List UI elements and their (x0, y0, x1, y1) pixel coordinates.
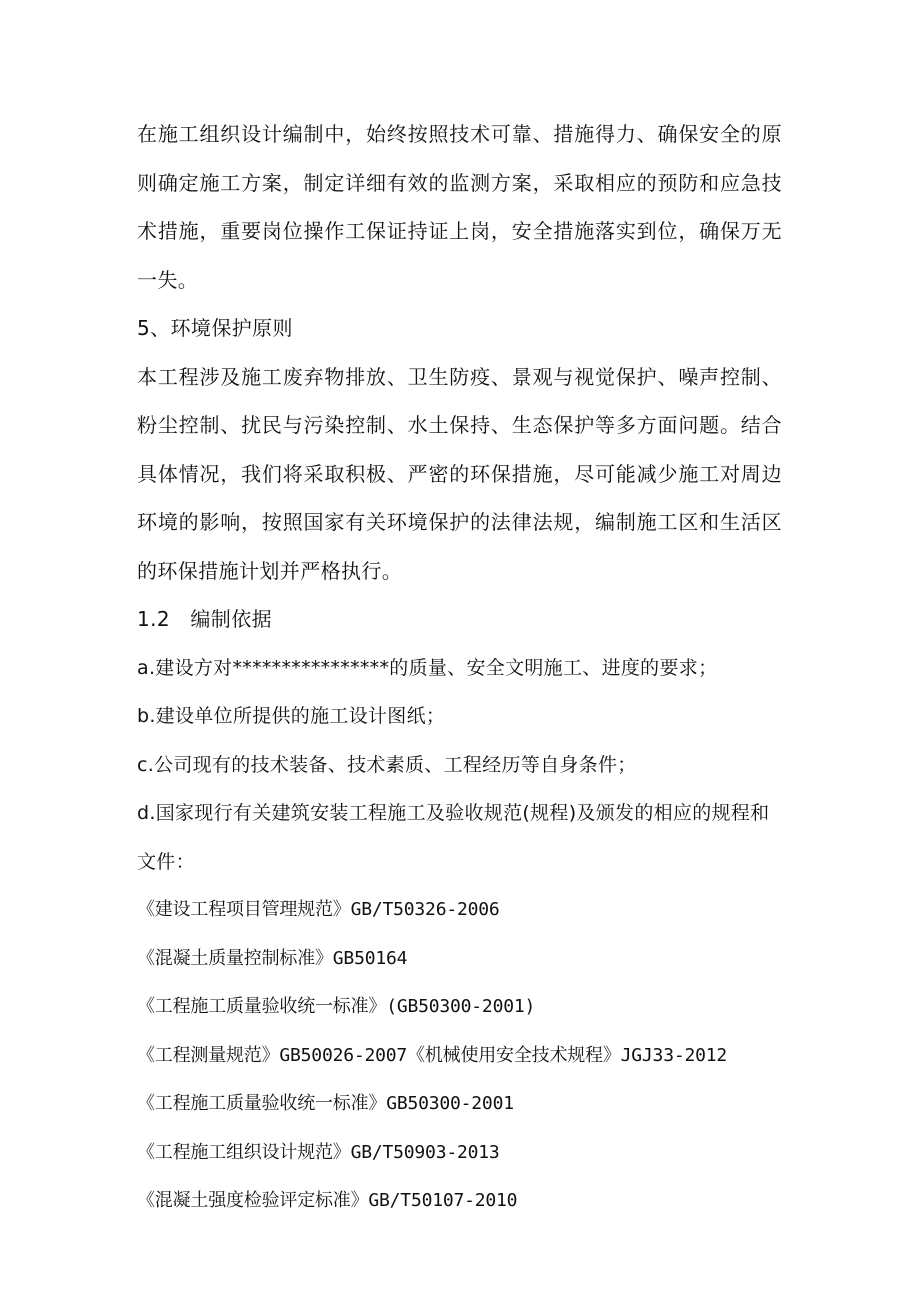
standard-item: 《工程测量规范》GB50026-2007《机械使用安全技术规程》JGJ33-2012 (137, 1044, 728, 1066)
basis-item-d: d.国家现行有关建筑安装工程施工及验收规范(规程)及颁发的相应的规程和文件： (137, 802, 770, 873)
basis-item-a: a.建设方对****************的质量、安全文明施工、进度的要求； (137, 656, 718, 679)
heading-environmental-protection: 5、环境保护原则 (137, 316, 293, 340)
basis-item-c: c.公司现有的技术装备、技术素质、工程经历等自身条件； (137, 753, 637, 776)
standard-item: 《建设工程项目管理规范》GB/T50326-2006 (137, 899, 500, 920)
standard-item: 《混凝土质量控制标准》GB50164 (137, 947, 408, 969)
standard-item: 《工程施工组织设计规范》GB/T50903-2013 (137, 1141, 500, 1163)
paragraph-safety-principle: 在施工组织设计编制中，始终按照技术可靠、措施得力、确保安全的原则确定施工方案，制定详细有效的监测方案，采取相应的预防和应急技术措施，重要岗位操作工保证持证上岗，安全措施落实到位，确保万无一失。 (137, 122, 782, 292)
standard-item: 《混凝土强度检验评定标准》GB/T50107-2010 (137, 1190, 518, 1211)
paragraph-environmental-protection: 本工程涉及施工废弃物排放、卫生防疫、景观与视觉保护、噪声控制、粉尘控制、扰民与污染控制、水土保持、生态保护等多方面问题。结合具体情况，我们将采取积极、严密的环保措施，尽可能减少施工对周边环境的影响，按照国家有关环境保护的法律法规，编制施工区和生活区的环保措施计划并严格执行。 (137, 364, 782, 583)
standard-item: 《工程施工质量验收统一标准》(GB50300-2001) (137, 996, 536, 1017)
document-body (137, 110, 782, 1226)
basis-item-b: b.建设单位所提供的施工设计图纸； (137, 705, 446, 727)
heading-compilation-basis: 1.2 编制依据 (137, 607, 273, 631)
standard-item: 《工程施工质量验收统一标准》GB50300-2001 (137, 1093, 514, 1114)
